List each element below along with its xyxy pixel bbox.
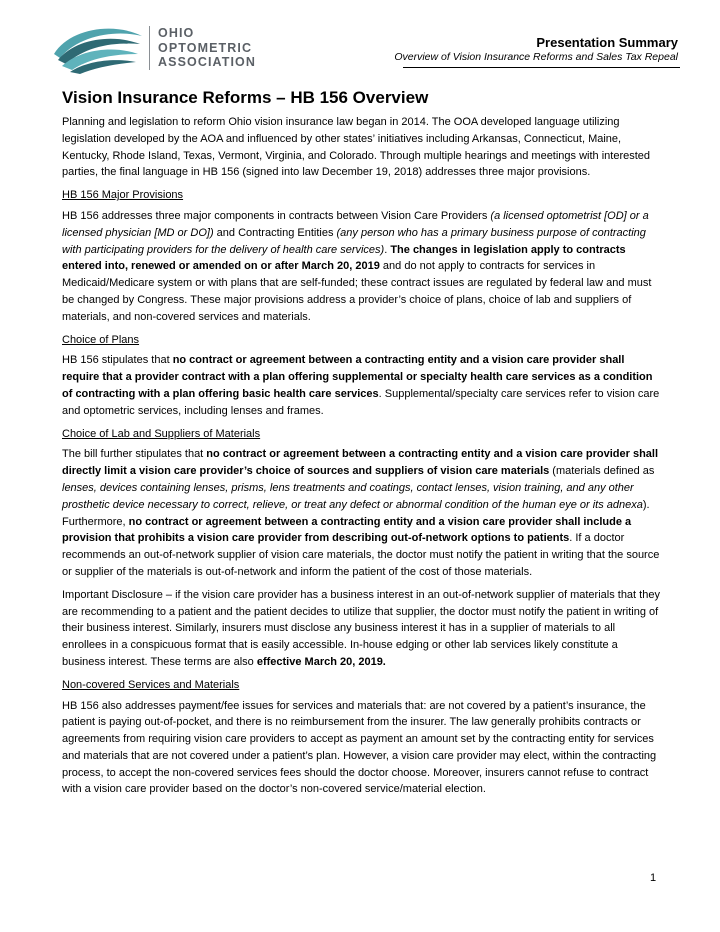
text-run: . Supplemental/specialty care services refer to vision care and optometric services, including lenses and frames.	[62, 387, 660, 417]
page-number: 1	[650, 872, 657, 884]
document-body	[62, 87, 662, 804]
important-disclosure-paragraph	[62, 587, 662, 671]
major-provisions-paragraph	[62, 208, 662, 326]
document-title: Vision Insurance Reforms – HB 156 Overview	[62, 88, 429, 107]
text-run: Important Disclosure – if the vision care provider has a business interest in an out-of-network supplier of materials that they are recommending to a patient and the patient decides to utilize that supplier, the doctor must notify the patient in writing of their business interest. Similarly, insurers must disclose any business interest it has in a supplier of materials to all enrollees in a conspicuous format that is easily accessible. In-house edging or other lab services likely constitute a business interest. These terms are also	[62, 588, 660, 668]
italic-run: (a licensed optometrist [OD] or a licensed physician [MD or DO])	[62, 209, 649, 239]
bold-run: no contract or agreement between a contracting entity and a vision care provider shall require that a provider contract with a plan offering supplemental or specialty health care services as a condition of contracting with a plan offering basic health care services	[62, 354, 653, 400]
logo-line-association: ASSOCIATION	[158, 55, 256, 69]
choice-of-lab-paragraph	[62, 446, 662, 580]
logo-line-ohio: OHIO	[158, 26, 195, 40]
text-run: HB 156 addresses three major components in contracts between Vision Care Providers	[62, 209, 491, 222]
bold-run: no contract or agreement between a contracting entity and a vision care provider shall include a provision that prohibits a vision care provider from describing out-of-network options to patients	[62, 515, 632, 545]
bold-run: no contract or agreement between a contracting entity and a vision care provider shall directly limit a vision care provider’s choice of sources and suppliers of vision care materials	[62, 448, 659, 478]
section-heading-choice-of-lab: Choice of Lab and Suppliers of Materials	[62, 427, 261, 440]
logo-divider	[149, 26, 150, 70]
text-run: .	[384, 243, 391, 256]
document-header	[394, 35, 678, 65]
logo-wordmark	[158, 26, 256, 70]
section-heading-non-covered: Non-covered Services and Materials	[62, 678, 240, 691]
text-run: (materials defined as	[549, 465, 655, 478]
text-run: HB 156 stipulates that	[62, 354, 173, 367]
text-run: The bill further stipulates that	[62, 448, 207, 461]
text-run: . If a doctor recommends an out-of-network supplier of vision care materials, the doctor must notify the patient in writing that the source or supplier of the materials is out-of-network and inform the patient of the cost of those materials.	[62, 532, 660, 578]
text-run: ). Furthermore,	[62, 498, 650, 528]
text-run: and Contracting Entities	[213, 226, 337, 239]
ooa-logo	[52, 24, 256, 74]
header-subtitle: Overview of Vision Insurance Reforms and Sales Tax Repeal	[394, 51, 678, 63]
italic-run: (any person who has a primary business purpose of contracting with participating providers for the delivery of health care services)	[62, 226, 646, 256]
section-heading-choice-of-plans: Choice of Plans	[62, 333, 140, 346]
italic-run: lenses, devices containing lenses, prisms, lens treatments and coatings, contact lenses, vision training, and any other prosthetic device necessary to correct, relieve, or treat any defect or abnormal condition of the human eye or its adnexa	[62, 481, 643, 511]
logo-line-optometric: OPTOMETRIC	[158, 40, 253, 55]
text-run: and do not apply to contracts for services in Medicaid/Medicare system or with plans that are self-funded; these contract issues are regulated by federal law and must be changed by Congress. These major provisions address a provider’s choice of plans, choice of lab and suppliers of materials, and non-covered services and materials.	[62, 260, 652, 323]
eye-swoosh-icon	[52, 24, 144, 74]
section-heading-major-provisions: HB 156 Major Provisions	[62, 189, 184, 202]
header-rule	[403, 67, 680, 68]
choice-of-plans-paragraph	[62, 352, 662, 419]
bold-run: effective March 20, 2019.	[256, 655, 386, 668]
header-title: Presentation Summary	[536, 35, 678, 50]
non-covered-paragraph: HB 156 also addresses payment/fee issues for services and materials that: are not covered by a patient’s insurance, the patient is paying out-of-pocket, and there is no reimbursement from the insurer. The law generally prohibits contracts or agreements from requiring vision care providers to accept as payment an amount set by the contracting entity for services and materials that are not covered under a patient’s plan. However, a vision care provider may elect, within the contracting process, to accept the non-covered services fees should the doctor choose. Moreover, insurers cannot refuse to contract with a vision care provider based on the doctor’s non-covered service/material election.	[62, 699, 657, 796]
bold-run: The changes in legislation apply to contracts entered into, renewed or amended on or after March 20, 2019	[62, 243, 626, 273]
intro-paragraph: Planning and legislation to reform Ohio vision insurance law began in 2014. The OOA developed language utilizing legislation developed by the AOA and influenced by other states’ initiatives including Arkansas, Connecticut, Maine, Kentucky, Rhode Island, Texas, Vermont, Virginia, and Colorado. Through multiple hearings and meetings with interested parties, the final language in HB 156 (signed into law December 19, 2018) addresses three major provisions.	[62, 116, 651, 179]
